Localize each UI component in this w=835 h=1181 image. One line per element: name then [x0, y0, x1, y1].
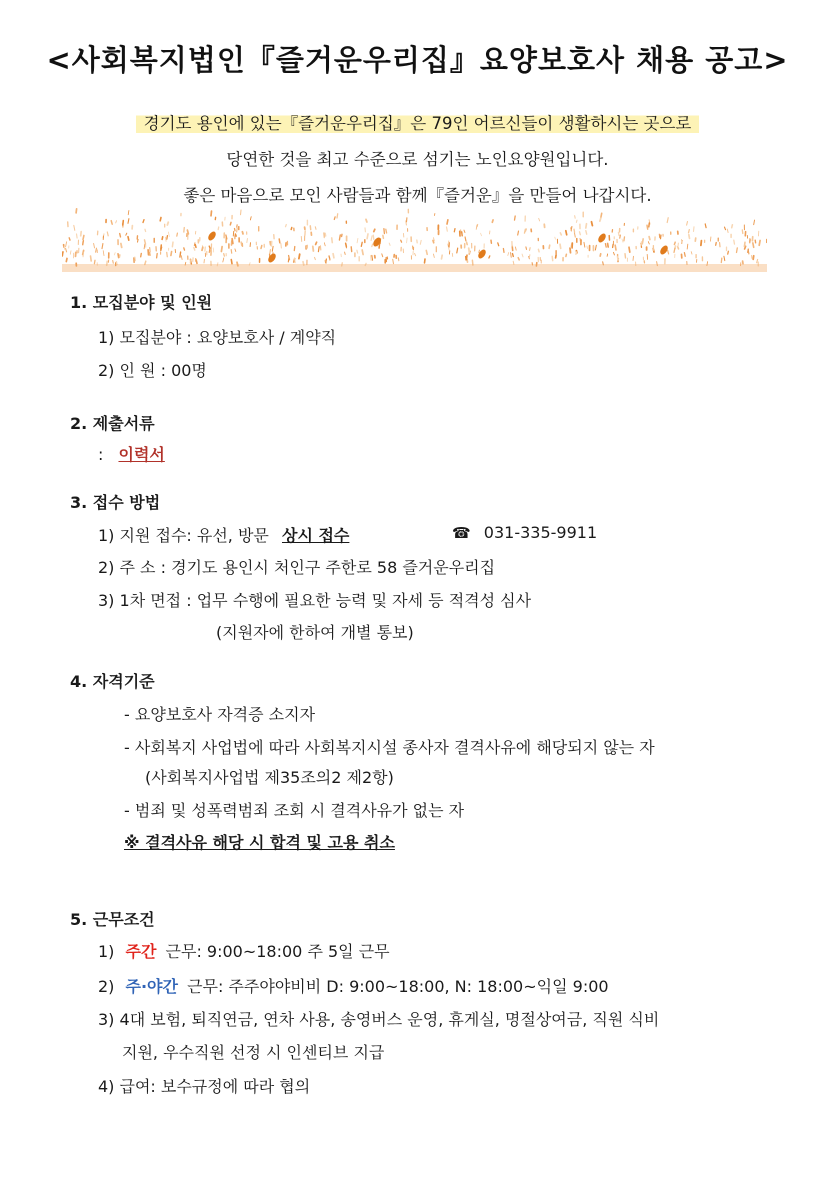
grass-stroke — [211, 211, 212, 216]
interview-note: (지원자에 한하여 개별 통보) — [216, 623, 414, 642]
grass-stroke — [250, 217, 251, 220]
page-title: <사회복지법인『즐거운우리집』요양보호사 채용 공고> — [46, 43, 789, 77]
grass-stroke — [668, 250, 669, 254]
grass-stroke — [518, 231, 519, 235]
section-heading: 2. 제출서류 — [70, 414, 155, 433]
grass-stroke — [694, 227, 695, 232]
grass-stroke — [426, 250, 427, 254]
grass-stroke — [372, 244, 373, 247]
grass-stroke — [339, 235, 340, 240]
grass-stroke — [138, 239, 139, 242]
grass-stroke — [498, 243, 499, 246]
grass-stroke — [566, 254, 567, 256]
grass-stroke — [195, 245, 196, 248]
grass-stroke — [586, 224, 587, 228]
grass-stroke — [361, 242, 362, 246]
grass-stroke — [737, 248, 738, 253]
qualification-note: (사회복지사업법 제35조의2 제2항) — [145, 768, 394, 787]
grass-stroke — [466, 255, 467, 260]
resume-document: 이력서 — [118, 445, 165, 464]
grass-stroke — [83, 241, 84, 245]
grass-stroke — [744, 242, 745, 246]
grass-stroke — [231, 260, 232, 264]
grass-stroke — [128, 237, 129, 241]
grass-stroke — [595, 245, 596, 250]
grass-stroke — [576, 252, 577, 254]
grass-stroke — [574, 229, 575, 232]
grass-stroke — [230, 222, 231, 225]
grass-stroke — [313, 246, 314, 251]
grass-stroke — [121, 244, 122, 248]
grass-stroke — [367, 234, 368, 239]
grass-stroke — [647, 225, 648, 229]
grass-stroke — [315, 227, 316, 230]
grass-stroke — [600, 218, 601, 221]
grass-stroke — [91, 256, 92, 261]
grass-stroke — [401, 240, 402, 242]
grass-stroke — [102, 244, 103, 249]
grass-stroke — [479, 250, 480, 252]
grass-stroke — [678, 243, 679, 247]
grass-stroke — [143, 220, 144, 223]
grass-stroke — [337, 214, 338, 218]
address-row: 2) 주 소 : 경기도 용인시 처인구 주한로 58 즐거운우리집 — [98, 558, 496, 577]
grass-stroke — [556, 255, 557, 258]
leaf-shape — [207, 230, 218, 242]
grass-stroke — [218, 227, 219, 230]
item-number: 2) — [98, 977, 115, 996]
grass-stroke — [167, 222, 168, 225]
day-shift-text: 근무: 9:00~18:00 주 5일 근무 — [165, 942, 390, 961]
grass-stroke — [113, 261, 114, 264]
grass-stroke — [261, 246, 262, 249]
grass-stroke — [742, 230, 743, 234]
grass-stroke — [580, 232, 581, 235]
grass-stroke — [570, 248, 571, 253]
grass-stroke — [66, 258, 67, 261]
grass-stroke — [120, 234, 121, 237]
grass-stroke — [462, 232, 463, 236]
grass-stroke — [489, 256, 490, 258]
grass-stroke — [667, 218, 668, 223]
grass-stroke — [605, 244, 606, 248]
grass-stroke — [386, 229, 387, 233]
day-shift-row — [98, 939, 390, 962]
grass-stroke — [555, 237, 556, 239]
grass-stroke — [648, 242, 649, 244]
grass-stroke — [433, 241, 434, 243]
grass-stroke — [371, 236, 372, 241]
grass-stroke — [107, 232, 108, 236]
grass-stroke — [316, 242, 317, 244]
grass-stroke — [613, 244, 614, 247]
grass-stroke — [209, 249, 210, 253]
grass-stroke — [332, 238, 333, 243]
banner-ground — [62, 264, 767, 272]
grass-stroke — [732, 225, 733, 228]
grass-stroke — [454, 229, 455, 232]
grass-stroke — [184, 248, 185, 250]
grass-stroke — [691, 252, 692, 255]
grass-stroke — [289, 256, 290, 260]
grass-stroke — [449, 248, 450, 251]
grass-stroke — [235, 229, 236, 231]
grass-stroke — [618, 257, 619, 260]
grass-stroke — [235, 249, 236, 252]
grass-stroke — [66, 249, 67, 252]
grass-stroke — [77, 234, 78, 238]
grass-stroke — [202, 247, 203, 250]
grass-stroke — [279, 239, 280, 243]
grass-stroke — [374, 229, 375, 231]
grass-stroke — [334, 217, 335, 220]
grass-stroke — [398, 258, 399, 261]
grass-stroke — [642, 239, 643, 244]
grass-stroke — [213, 248, 214, 252]
grass-stroke — [530, 248, 531, 251]
grass-stroke — [116, 221, 117, 223]
grass-stroke — [649, 223, 650, 227]
grass-stroke — [549, 245, 550, 248]
grass-stroke — [552, 256, 553, 260]
autumn-grass-banner-image — [62, 204, 767, 274]
grass-stroke — [194, 248, 195, 251]
qualification-item: - 범죄 및 성폭력범죄 조회 시 결격사유가 없는 자 — [124, 801, 465, 820]
grass-stroke — [710, 237, 711, 241]
grass-stroke — [325, 233, 326, 236]
grass-stroke — [754, 220, 755, 225]
grass-stroke — [434, 254, 435, 258]
intro-block — [0, 106, 835, 214]
phone-number: 031-335-9911 — [483, 523, 598, 542]
grass-stroke — [94, 260, 95, 263]
grass-stroke — [171, 252, 172, 256]
phone-row — [452, 523, 597, 542]
grass-stroke — [150, 253, 151, 256]
grass-stroke — [224, 254, 225, 256]
grass-stroke — [447, 220, 448, 224]
grass-stroke — [366, 219, 367, 222]
grass-stroke — [76, 209, 77, 213]
grass-stroke — [330, 258, 331, 260]
day-shift-label: 주간 — [125, 942, 157, 961]
grass-stroke — [574, 233, 575, 237]
apply-method-text: 1) 지원 접수: 유선, 방문 — [98, 526, 269, 545]
grass-stroke — [641, 242, 642, 246]
grass-stroke — [629, 247, 630, 252]
grass-stroke — [515, 216, 516, 220]
grass-stroke — [649, 237, 650, 240]
section-heading: 5. 근무조건 — [70, 910, 155, 929]
grass-stroke — [513, 261, 514, 264]
grass-stroke — [346, 243, 347, 247]
intro-line: 좋은 마음으로 모인 사람들과 함께『즐거운』을 만들어 나갑시다. — [183, 186, 652, 205]
grass-stroke — [705, 224, 706, 228]
grass-stroke — [687, 244, 688, 249]
grass-stroke — [447, 227, 448, 231]
grass-stroke — [232, 239, 233, 244]
grass-stroke — [326, 259, 327, 263]
grass-stroke — [81, 232, 82, 236]
grass-stroke — [415, 254, 416, 256]
grass-stroke — [425, 259, 426, 263]
grass-stroke — [515, 247, 516, 250]
grass-stroke — [566, 231, 567, 235]
grass-stroke — [587, 246, 588, 248]
grass-stroke — [748, 250, 749, 254]
grass-stroke — [575, 216, 576, 219]
grass-stroke — [618, 233, 619, 236]
grass-stroke — [389, 243, 390, 245]
grass-stroke — [345, 252, 346, 254]
grass-stroke — [457, 248, 458, 253]
grass-stroke — [674, 248, 675, 252]
grass-stroke — [513, 254, 514, 257]
grass-stroke — [538, 249, 539, 252]
grass-stroke — [759, 241, 760, 246]
grass-stroke — [168, 232, 169, 237]
documents-prefix: : — [98, 445, 104, 464]
grass-stroke — [384, 229, 385, 234]
leaf-shape — [597, 232, 608, 244]
grass-stroke — [315, 257, 316, 259]
grass-stroke — [118, 254, 119, 258]
grass-stroke — [465, 237, 466, 241]
qualification-item: - 요양보호사 자격증 소지자 — [124, 705, 316, 724]
grass-stroke — [393, 259, 394, 263]
recruit-count: 2) 인 원 : 00명 — [98, 361, 207, 380]
grass-stroke — [511, 253, 512, 258]
disqualification-notice: ※ 결격사유 해당 시 합격 및 고용 취소 — [124, 833, 395, 852]
grass-stroke — [324, 243, 325, 246]
grass-stroke — [96, 248, 97, 252]
grass-stroke — [481, 233, 482, 236]
grass-stroke — [270, 242, 271, 245]
grass-stroke — [111, 221, 112, 225]
benefits-row-cont: 지원, 우수직원 선정 시 인센티브 지급 — [122, 1043, 385, 1062]
grass-stroke — [721, 258, 722, 262]
grass-stroke — [624, 237, 625, 241]
grass-stroke — [291, 228, 292, 230]
grass-stroke — [522, 254, 523, 257]
grass-stroke — [286, 225, 287, 227]
grass-stroke — [434, 214, 435, 216]
grass-stroke — [135, 257, 136, 261]
grass-stroke — [333, 254, 334, 258]
grass-stroke — [160, 218, 161, 221]
grass-stroke — [464, 230, 465, 232]
grass-stroke — [235, 234, 236, 236]
grass-stroke — [576, 220, 577, 222]
grass-stroke — [625, 254, 626, 258]
grass-stroke — [420, 240, 421, 244]
grass-stroke — [181, 256, 182, 260]
grass-stroke — [372, 255, 373, 260]
grass-stroke — [167, 252, 168, 256]
grass-stroke — [674, 242, 675, 244]
grass-stroke — [294, 247, 295, 251]
section-heading: 3. 접수 방법 — [70, 493, 161, 512]
grass-stroke — [584, 242, 585, 247]
grass-stroke — [351, 247, 352, 252]
grass-stroke — [608, 244, 609, 248]
grass-stroke — [145, 240, 146, 244]
grass-stroke — [601, 213, 602, 218]
benefits-row: 3) 4대 보험, 퇴직연금, 연차 사용, 송영버스 운영, 휴게실, 명절상여금, 직원 식비 — [98, 1010, 660, 1029]
grass-stroke — [357, 238, 358, 242]
grass-stroke — [757, 260, 758, 263]
grass-stroke — [166, 237, 167, 241]
grass-stroke — [126, 233, 127, 235]
grass-stroke — [492, 220, 493, 222]
grass-stroke — [689, 235, 690, 239]
grass-stroke — [144, 244, 145, 249]
grass-stroke — [518, 258, 519, 260]
grass-stroke — [560, 233, 561, 235]
grass-stroke — [373, 235, 374, 239]
grass-stroke — [162, 237, 163, 240]
grass-stroke — [469, 248, 470, 253]
grass-stroke — [157, 254, 158, 258]
grass-stroke — [357, 250, 358, 253]
interview-row: 3) 1차 면접 : 업무 수행에 필요한 능력 및 자세 등 적격성 심사 — [98, 591, 532, 610]
day-night-shift-label: 주·야간 — [125, 977, 178, 996]
grass-stroke — [716, 243, 717, 246]
grass-stroke — [724, 256, 725, 260]
section-heading: 1. 모집분야 및 인원 — [70, 293, 213, 312]
grass-stroke — [620, 235, 621, 238]
intro-line: 당연한 것을 최고 수준으로 섬기는 노인요양원입니다. — [226, 150, 609, 169]
grass-stroke — [753, 243, 754, 247]
recruit-field: 1) 모집분야 : 요양보호사 / 계약직 — [98, 328, 337, 347]
grass-stroke — [689, 230, 690, 233]
grass-stroke — [167, 236, 168, 240]
grass-stroke — [272, 246, 273, 251]
grass-stroke — [318, 247, 319, 252]
grass-stroke — [103, 251, 104, 256]
day-night-shift-text: 근무: 주주야야비비 D: 9:00~18:00, N: 18:00~익일 9:00 — [187, 977, 609, 996]
grass-stroke — [503, 249, 504, 253]
apply-method-row — [98, 523, 349, 546]
grass-stroke — [141, 253, 142, 256]
grass-stroke — [442, 255, 443, 259]
grass-stroke — [241, 210, 242, 215]
intro-line: 경기도 용인에 있는『즐거운우리집』은 79인 어르신들이 생활하시는 곳으로 — [136, 112, 700, 135]
grass-stroke — [383, 235, 384, 238]
item-number: 1) — [98, 942, 115, 961]
grass-stroke — [539, 218, 540, 221]
grass-stroke — [586, 231, 587, 235]
grass-stroke — [753, 256, 754, 259]
grass-stroke — [209, 246, 210, 248]
grass-stroke — [69, 238, 70, 240]
grass-stroke — [734, 240, 735, 244]
grass-stroke — [526, 247, 527, 250]
grass-stroke — [592, 222, 593, 226]
grass-stroke — [123, 221, 124, 225]
section-heading: 4. 자격기준 — [70, 672, 155, 691]
salary-row: 4) 급여: 보수규정에 따라 협의 — [98, 1077, 311, 1096]
grass-stroke — [615, 245, 616, 250]
telephone-icon: ☎ — [452, 524, 471, 542]
grass-stroke — [172, 242, 173, 247]
grass-stroke — [600, 254, 601, 256]
grass-stroke — [622, 239, 623, 242]
documents-row — [98, 442, 165, 465]
qualification-item: - 사회복지 사업법에 따라 사회복지시설 종사자 결격사유에 해당되지 않는 자 — [124, 738, 655, 757]
grass-stroke — [128, 219, 129, 224]
grass-stroke — [114, 253, 115, 255]
grass-stroke — [727, 229, 728, 232]
grass-stroke — [362, 250, 363, 255]
grass-stroke — [508, 253, 509, 256]
grass-stroke — [725, 227, 726, 230]
grass-stroke — [221, 247, 222, 252]
grass-stroke — [177, 233, 178, 236]
grass-stroke — [145, 229, 146, 231]
grass-stroke — [70, 251, 71, 254]
day-night-shift-row — [98, 974, 609, 997]
grass-stroke — [223, 258, 224, 262]
grass-stroke — [560, 244, 561, 248]
grass-stroke — [66, 242, 67, 247]
grass-stroke — [231, 250, 232, 254]
leaf-shape — [477, 248, 488, 260]
grass-stroke — [180, 252, 181, 257]
always-open-label: 상시 접수 — [281, 526, 350, 545]
grass-stroke — [247, 239, 248, 243]
grass-stroke — [382, 254, 383, 257]
grass-stroke — [684, 253, 685, 257]
grass-stroke — [184, 228, 185, 232]
grass-stroke — [128, 211, 129, 215]
grass-stroke — [270, 250, 271, 255]
grass-stroke — [242, 232, 243, 234]
grass-stroke — [237, 228, 238, 232]
grass-stroke — [607, 254, 608, 256]
grass-stroke — [94, 243, 95, 248]
grass-stroke — [226, 235, 227, 239]
grass-stroke — [682, 240, 683, 244]
grass-stroke — [467, 242, 468, 244]
grass-stroke — [161, 247, 162, 250]
grass-stroke — [74, 225, 75, 230]
grass-stroke — [83, 236, 84, 240]
grass-stroke — [614, 252, 615, 255]
grass-stroke — [407, 238, 408, 243]
grass-stroke — [299, 254, 300, 258]
leaf-shape — [267, 252, 278, 264]
grass-stroke — [526, 229, 527, 231]
grass-stroke — [701, 241, 702, 246]
grass-stroke — [196, 260, 197, 264]
grass-stroke — [728, 251, 729, 254]
grass-stroke — [687, 222, 688, 226]
